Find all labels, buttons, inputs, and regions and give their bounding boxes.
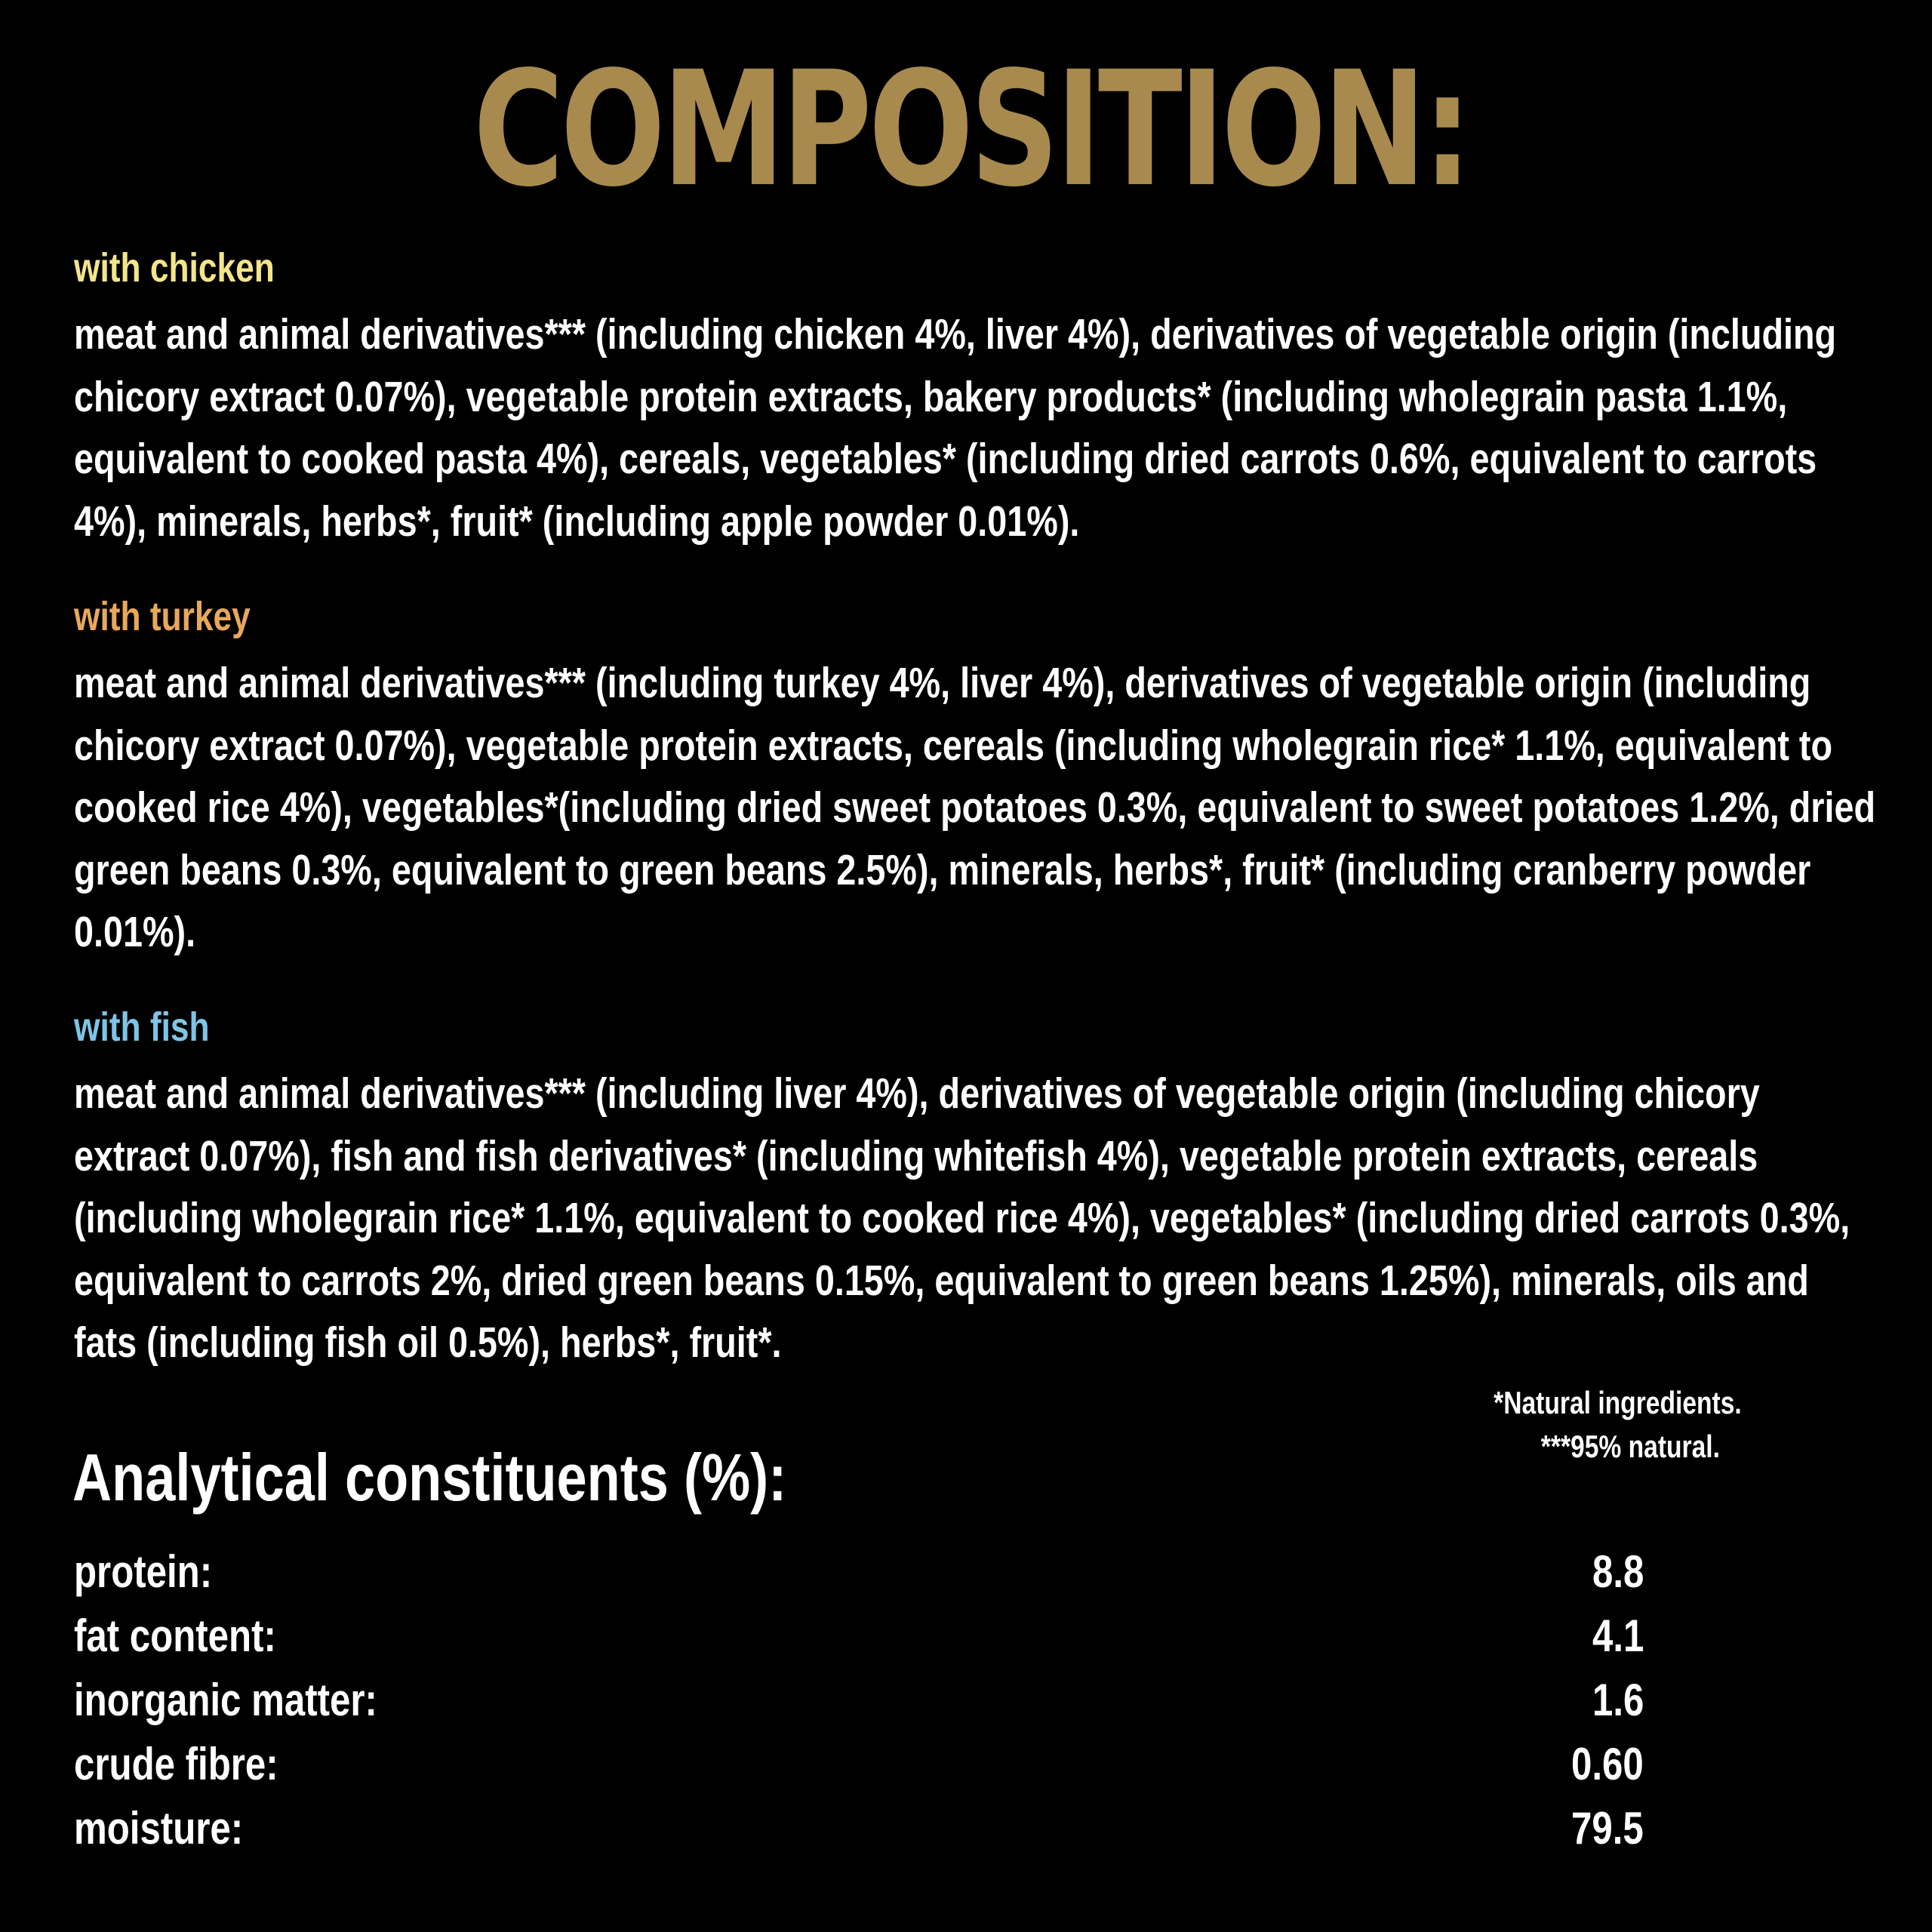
constituent-label: inorganic matter: <box>74 1675 377 1725</box>
constituent-value: 0.60 <box>1571 1739 1644 1789</box>
section-heading-fish: with fish <box>74 1004 210 1050</box>
section-turkey <box>74 590 1885 964</box>
footnote-95-natural: ***95% natural. <box>1541 1429 1721 1464</box>
constituent-label: fat content: <box>74 1611 276 1661</box>
section-heading-chicken: with chicken <box>74 245 275 291</box>
section-text-turkey: meat and animal derivatives*** (including turkey 4%, liver 4%), derivatives of vegetable origin (including chicory extract 0.07%), vegetable protein extracts, cereals (including wholegrain rice* 1.1%, equivalent to cooked rice 4%), vegetables*(including dried sweet potatoes 0.3%, equivalent to sweet potatoes 1.2%, dried green beans 0.3%, equivalent to green beans 2.5%), minerals, herbs*, fruit* (including cranberry powder 0.01%). <box>74 659 1876 956</box>
footnotes <box>1494 1381 1742 1469</box>
section-heading-turkey: with turkey <box>74 594 251 639</box>
constituent-value: 1.6 <box>1592 1675 1644 1725</box>
constituent-row-moisture <box>74 1796 1644 1860</box>
analytical-constituents-title: Analytical constituents (%): <box>72 1440 787 1515</box>
page-title: COMPOSITION: <box>473 37 1469 222</box>
constituent-row-inorganic-matter <box>74 1668 1644 1732</box>
analytical-constituents-table <box>74 1540 1644 1860</box>
constituent-label: moisture: <box>74 1803 244 1854</box>
constituent-value: 8.8 <box>1592 1546 1644 1597</box>
constituent-row-fat-content <box>74 1604 1644 1668</box>
constituent-value: 4.1 <box>1592 1611 1644 1661</box>
footnote-natural-ingredients: *Natural ingredients. <box>1494 1385 1742 1420</box>
section-fish <box>74 1001 1885 1374</box>
constituent-label: crude fibre: <box>74 1739 278 1789</box>
constituent-row-crude-fibre <box>74 1732 1644 1796</box>
section-text-chicken: meat and animal derivatives*** (including chicken 4%, liver 4%), derivatives of vegetable origin (including chicory extract 0.07%), vegetable protein extracts, bakery products* (including wholegrain pasta 1.1%, equivalent to cooked pasta 4%), cereals, vegetables* (including dried carrots 0.6%, equivalent to carrots 4%), minerals, herbs*, fruit* (including apple powder 0.01%). <box>74 310 1837 546</box>
section-text-fish: meat and animal derivatives*** (including liver 4%), derivatives of vegetable origin (including chicory extract 0.07%), fish and fish derivatives* (including whitefish 4%), vegetable protein extracts, cereals (including wholegrain rice* 1.1%, equivalent to cooked rice 4%), vegetables* (including dried carrots 0.3%, equivalent to carrots 2%, dried green beans 0.15%, equivalent to green beans 1.25%), minerals, oils and fats (including fish oil 0.5%), herbs*, fruit*. <box>74 1069 1850 1367</box>
constituent-label: protein: <box>74 1546 213 1597</box>
constituent-value: 79.5 <box>1571 1803 1644 1854</box>
section-chicken <box>74 242 1885 552</box>
constituent-row-protein <box>74 1540 1644 1604</box>
